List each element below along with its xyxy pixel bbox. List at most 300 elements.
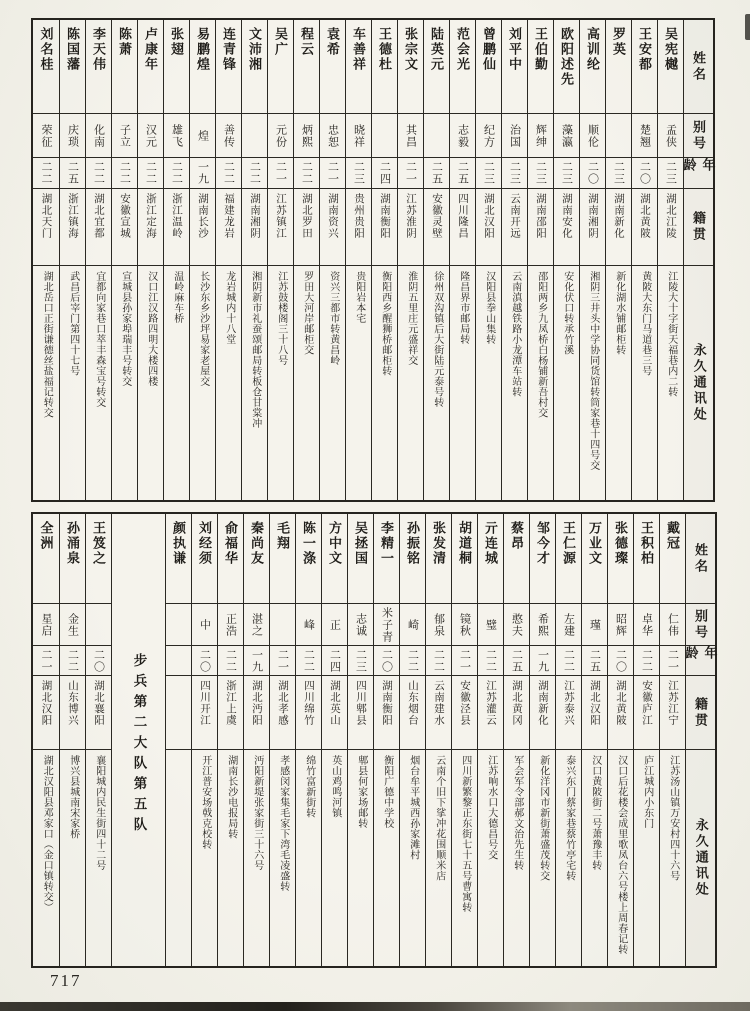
column-header-alias: 别号 bbox=[686, 604, 715, 646]
name-cell: 戴冠 bbox=[660, 514, 685, 604]
age-cell: 二三 bbox=[346, 158, 371, 189]
section-label: 步兵第二大队第五队 bbox=[111, 514, 165, 966]
person-column bbox=[425, 514, 451, 966]
age-cell: 二一 bbox=[270, 646, 295, 676]
age-cell: 二〇 bbox=[632, 158, 657, 189]
age-cell bbox=[166, 646, 191, 676]
address-cell: 湖北汉阳县邓家口（金口镇转交） bbox=[41, 755, 53, 913]
alias-cell: 孟侠 bbox=[658, 114, 683, 158]
address-cell: 汉口黄陂街二号萧豫丰转 bbox=[589, 755, 601, 871]
alias-cell: 璧 bbox=[478, 604, 503, 646]
address-cell: 烟台牟平城西孙家滩村 bbox=[407, 755, 419, 860]
person-column bbox=[555, 514, 581, 966]
person-column bbox=[371, 20, 397, 500]
origin-cell: 湖北黄冈 bbox=[504, 676, 529, 750]
age-cell: 二五 bbox=[450, 158, 475, 189]
alias-cell: 崎 bbox=[400, 604, 425, 646]
alias-cell: 瑾 bbox=[582, 604, 607, 646]
address-cell: 湖南长沙电报局转 bbox=[225, 755, 237, 839]
origin-cell: 湖北汉阳 bbox=[476, 189, 501, 266]
person-column bbox=[267, 20, 293, 500]
name-cell: 万业文 bbox=[582, 514, 607, 604]
origin-cell: 湖北罗田 bbox=[294, 189, 319, 266]
name-cell: 李精一 bbox=[374, 514, 399, 604]
address-cell: 孝感闵家集毛家下湾毛凌盛转 bbox=[277, 755, 289, 892]
origin-cell: 安徽宣城 bbox=[112, 189, 137, 266]
alias-cell: 晓祥 bbox=[346, 114, 371, 158]
origin-cell: 贵州贵阳 bbox=[346, 189, 371, 266]
address-cell: 衡阳西乡醒狮桥邮柜转 bbox=[379, 271, 391, 376]
origin-cell: 云南建水 bbox=[426, 676, 451, 750]
person-column bbox=[657, 20, 683, 500]
alias-cell: 湛之 bbox=[244, 604, 269, 646]
alias-cell: 希熙 bbox=[530, 604, 555, 646]
address-cell: 徐州双沟镇后大街陆元泰号转 bbox=[431, 271, 443, 408]
address-cell: 英山鸡鸣河镇 bbox=[329, 755, 341, 818]
address-cell: 江苏汤山镇万安村四十六号 bbox=[667, 755, 679, 881]
origin-cell: 浙江定海 bbox=[138, 189, 163, 266]
origin-cell: 四川开江 bbox=[192, 676, 217, 750]
address-cell bbox=[166, 750, 191, 966]
name-cell: 陈一涤 bbox=[296, 514, 321, 604]
address-cell: 宣城县孙家埠瑞丰号转交 bbox=[119, 271, 131, 387]
age-cell: 二二 bbox=[112, 158, 137, 189]
person-column bbox=[33, 20, 59, 500]
address-cell: 贵阳岩本宅 bbox=[353, 271, 365, 324]
person-column bbox=[475, 20, 501, 500]
alias-cell: 米子青 bbox=[374, 604, 399, 646]
address-cell: 黄陂大东门马道巷三号 bbox=[639, 271, 651, 376]
name-cell: 吴广 bbox=[268, 20, 293, 114]
alias-cell: 元份 bbox=[268, 114, 293, 158]
address-cell: 隆昌界市邮局转 bbox=[457, 271, 469, 345]
name-cell: 俞福华 bbox=[218, 514, 243, 604]
origin-cell: 湖北江陵 bbox=[658, 189, 683, 266]
alias-cell: 善传 bbox=[216, 114, 241, 158]
age-cell: 二二 bbox=[556, 646, 581, 676]
origin-cell: 湖南湘阴 bbox=[580, 189, 605, 266]
person-column bbox=[529, 514, 555, 966]
name-cell: 王伯勤 bbox=[528, 20, 553, 114]
alias-cell bbox=[166, 604, 191, 646]
age-cell: 二一 bbox=[660, 646, 685, 676]
age-cell: 二一 bbox=[33, 646, 59, 676]
address-cell: 汉口江汉路四明大楼四楼 bbox=[145, 271, 157, 387]
age-cell: 二一 bbox=[398, 158, 423, 189]
origin-cell: 四川绵竹 bbox=[296, 676, 321, 750]
age-cell: 二二 bbox=[242, 158, 267, 189]
address-cell: 淮阴五里庄元盛祥交 bbox=[405, 271, 417, 366]
origin-cell: 浙江温岭 bbox=[164, 189, 189, 266]
origin-cell: 湖北黄陂 bbox=[632, 189, 657, 266]
person-column bbox=[59, 514, 85, 966]
name-cell: 秦尚友 bbox=[244, 514, 269, 604]
person-column bbox=[345, 20, 371, 500]
name-cell: 易鹏煌 bbox=[190, 20, 215, 114]
address-cell: 郫县何家场邮转 bbox=[355, 755, 367, 829]
person-column bbox=[579, 20, 605, 500]
person-column bbox=[85, 20, 111, 500]
person-column bbox=[605, 20, 631, 500]
age-cell: 二二 bbox=[216, 158, 241, 189]
bottom-roster-table bbox=[31, 512, 717, 968]
address-cell: 新化洋冈市新街萧盛茂转交 bbox=[537, 755, 549, 881]
column-header-origin: 籍贯 bbox=[684, 189, 713, 266]
name-cell: 程云 bbox=[294, 20, 319, 114]
address-cell: 湖北岳口正街谦德丝盐福记转交 bbox=[41, 271, 53, 418]
origin-cell: 湖南新化 bbox=[530, 676, 555, 750]
origin-cell: 湖南衡阳 bbox=[372, 189, 397, 266]
name-cell: 陈国藩 bbox=[60, 20, 85, 114]
column-header-address: 永久通讯处 bbox=[693, 818, 709, 898]
alias-cell: 汉元 bbox=[138, 114, 163, 158]
alias-cell: 化南 bbox=[86, 114, 111, 158]
top-roster-table bbox=[31, 18, 715, 502]
alias-cell: 郁泉 bbox=[426, 604, 451, 646]
origin-cell: 湖南长沙 bbox=[190, 189, 215, 266]
name-cell: 孙涌泉 bbox=[60, 514, 85, 604]
origin-cell: 安徽灵壁 bbox=[424, 189, 449, 266]
alias-cell: 炳熙 bbox=[294, 114, 319, 158]
name-cell: 刘经须 bbox=[192, 514, 217, 604]
alias-cell: 镜秋 bbox=[452, 604, 477, 646]
person-column bbox=[373, 514, 399, 966]
alias-cell bbox=[86, 604, 111, 646]
person-column bbox=[659, 514, 685, 966]
name-cell: 陆英元 bbox=[424, 20, 449, 114]
age-cell: 二三 bbox=[348, 646, 373, 676]
column-header-alias: 别号 bbox=[684, 114, 713, 158]
name-cell: 颜执谦 bbox=[166, 514, 191, 604]
origin-cell: 江苏淮阴 bbox=[398, 189, 423, 266]
alias-cell: 中 bbox=[192, 604, 217, 646]
name-cell: 张宗文 bbox=[398, 20, 423, 114]
name-cell: 陈萧 bbox=[112, 20, 137, 114]
address-cell: 江苏响水口大德昌号交 bbox=[485, 755, 497, 860]
person-column bbox=[111, 20, 137, 500]
address-cell: 泰兴东门蔡家巷蔡竹亭宅转 bbox=[563, 755, 575, 881]
age-cell: 二三 bbox=[554, 158, 579, 189]
address-cell: 云南个旧下挲冲花围顺米店 bbox=[433, 755, 445, 881]
age-cell: 二〇 bbox=[86, 646, 111, 676]
age-cell: 一九 bbox=[530, 646, 555, 676]
alias-cell: 楚翘 bbox=[632, 114, 657, 158]
name-cell: 张发清 bbox=[426, 514, 451, 604]
alias-cell: 卓华 bbox=[634, 604, 659, 646]
person-column bbox=[527, 20, 553, 500]
origin-cell bbox=[166, 676, 191, 750]
person-column bbox=[501, 20, 527, 500]
origin-cell: 江苏灌云 bbox=[478, 676, 503, 750]
alias-cell: 顺伦 bbox=[580, 114, 605, 158]
column-header-name: 姓名 bbox=[686, 514, 715, 604]
person-column bbox=[581, 514, 607, 966]
address-cell: 襄阳城内民生街四十二号 bbox=[93, 755, 105, 871]
alias-cell: 忠恕 bbox=[320, 114, 345, 158]
age-cell: 二五 bbox=[60, 158, 85, 189]
alias-cell: 志毅 bbox=[450, 114, 475, 158]
origin-cell: 江苏江宁 bbox=[660, 676, 685, 750]
person-column bbox=[503, 514, 529, 966]
alias-cell: 左建 bbox=[556, 604, 581, 646]
origin-cell: 湖北英山 bbox=[322, 676, 347, 750]
age-cell: 二〇 bbox=[374, 646, 399, 676]
origin-cell: 四川郫县 bbox=[348, 676, 373, 750]
address-cell: 湘阴三井头中学协同货馆转筒家巷十四号交 bbox=[587, 271, 599, 471]
age-cell: 二二 bbox=[60, 646, 85, 676]
person-column bbox=[477, 514, 503, 966]
alias-cell bbox=[372, 114, 397, 158]
age-cell: 二五 bbox=[504, 646, 529, 676]
age-cell: 二〇 bbox=[192, 646, 217, 676]
address-cell: 云南滇越铁路小龙潭车站转 bbox=[509, 271, 521, 397]
age-cell: 二三 bbox=[658, 158, 683, 189]
alias-cell: 藻瀛 bbox=[554, 114, 579, 158]
address-cell: 衡阳广德中学校 bbox=[381, 755, 393, 829]
alias-cell: 荣征 bbox=[33, 114, 59, 158]
name-cell: 欧阳述先 bbox=[554, 20, 579, 114]
name-cell: 袁希 bbox=[320, 20, 345, 114]
person-column bbox=[633, 514, 659, 966]
alias-cell bbox=[242, 114, 267, 158]
address-cell: 汉阳县拳山集转 bbox=[483, 271, 495, 345]
age-cell: 二〇 bbox=[608, 646, 633, 676]
scan-artifact-corner-mark bbox=[745, 14, 750, 40]
address-cell: 长沙东乡沙坪易家老屋交 bbox=[197, 271, 209, 387]
address-cell: 军会军令部郝文治先生转 bbox=[511, 755, 523, 871]
origin-cell: 浙江镇海 bbox=[60, 189, 85, 266]
alias-cell bbox=[270, 604, 295, 646]
age-cell: 二三 bbox=[476, 158, 501, 189]
origin-cell: 福建龙岩 bbox=[216, 189, 241, 266]
origin-cell: 湖南衡阳 bbox=[374, 676, 399, 750]
name-cell: 张德璨 bbox=[608, 514, 633, 604]
header-column bbox=[683, 514, 718, 966]
origin-cell: 湖北宜都 bbox=[86, 189, 111, 266]
person-column bbox=[217, 514, 243, 966]
person-column bbox=[399, 514, 425, 966]
origin-cell: 湖北天门 bbox=[33, 189, 59, 266]
name-cell: 罗英 bbox=[606, 20, 631, 114]
name-cell: 王积柏 bbox=[634, 514, 659, 604]
alias-cell: 子立 bbox=[112, 114, 137, 158]
age-cell: 二二 bbox=[218, 646, 243, 676]
address-cell: 绵竹富新街转 bbox=[303, 755, 315, 818]
column-header-age: 年龄 bbox=[686, 646, 715, 676]
address-cell: 四川新繁黎正东街七十五号曹寓转 bbox=[459, 755, 471, 913]
age-cell: 二三 bbox=[528, 158, 553, 189]
name-cell: 吴拯国 bbox=[348, 514, 373, 604]
age-cell: 二〇 bbox=[580, 158, 605, 189]
address-cell: 博兴县城南宋家桥 bbox=[67, 755, 79, 839]
person-column bbox=[553, 20, 579, 500]
name-cell: 吴宪樾 bbox=[658, 20, 683, 114]
origin-cell: 湖北孝感 bbox=[270, 676, 295, 750]
age-cell: 二二 bbox=[296, 646, 321, 676]
age-cell: 二三 bbox=[606, 158, 631, 189]
origin-cell: 浙江上虞 bbox=[218, 676, 243, 750]
scan-artifact-bottom-strip bbox=[0, 1002, 750, 1011]
alias-cell bbox=[424, 114, 449, 158]
name-cell: 文沛湘 bbox=[242, 20, 267, 114]
person-column bbox=[607, 514, 633, 966]
alias-cell: 金生 bbox=[60, 604, 85, 646]
address-cell: 汉口后花楼会成里歌凤台六号楼上周春记转 bbox=[615, 755, 627, 955]
address-cell: 沔阳新堤张家街三十六号 bbox=[251, 755, 263, 871]
age-cell: 二二 bbox=[164, 158, 189, 189]
origin-cell: 山东博兴 bbox=[60, 676, 85, 750]
person-column bbox=[33, 514, 59, 966]
age-cell: 二三 bbox=[502, 158, 527, 189]
name-cell: 邹今才 bbox=[530, 514, 555, 604]
address-cell: 江苏鼓楼阁三十八号 bbox=[275, 271, 287, 366]
age-cell: 一九 bbox=[244, 646, 269, 676]
origin-cell: 山东烟台 bbox=[400, 676, 425, 750]
age-cell: 二二 bbox=[426, 646, 451, 676]
alias-cell: 正 bbox=[322, 604, 347, 646]
address-cell: 宜都向家巷口萃丰森宝号转交 bbox=[93, 271, 105, 408]
origin-cell: 江苏镇江 bbox=[268, 189, 293, 266]
page-number: 717 bbox=[50, 971, 82, 990]
alias-cell bbox=[606, 114, 631, 158]
alias-cell: 庆琐 bbox=[60, 114, 85, 158]
alias-cell: 正浩 bbox=[218, 604, 243, 646]
person-column bbox=[295, 514, 321, 966]
origin-cell: 湖北汉阳 bbox=[33, 676, 59, 750]
name-cell: 连青锋 bbox=[216, 20, 241, 114]
person-column bbox=[347, 514, 373, 966]
person-column bbox=[243, 514, 269, 966]
address-cell: 资兴三都市转黄昌岭 bbox=[327, 271, 339, 366]
address-cell: 江陵大十字街天福巷内二转 bbox=[665, 271, 677, 397]
address-cell: 开江普安场戟克校转 bbox=[199, 755, 211, 850]
alias-cell: 星启 bbox=[33, 604, 59, 646]
person-column bbox=[241, 20, 267, 500]
age-cell: 一九 bbox=[190, 158, 215, 189]
age-cell: 二一 bbox=[268, 158, 293, 189]
name-cell: 方中文 bbox=[322, 514, 347, 604]
column-header-name: 姓名 bbox=[684, 20, 713, 114]
person-column bbox=[137, 20, 163, 500]
origin-cell: 湖南资兴 bbox=[320, 189, 345, 266]
header-column bbox=[681, 20, 716, 500]
person-column bbox=[423, 20, 449, 500]
alias-cell: 昭辉 bbox=[608, 604, 633, 646]
column-header-origin: 籍贯 bbox=[686, 676, 715, 750]
age-cell: 二二 bbox=[33, 158, 59, 189]
name-cell: 刘平中 bbox=[502, 20, 527, 114]
alias-cell: 憨夫 bbox=[504, 604, 529, 646]
age-cell: 二二 bbox=[478, 646, 503, 676]
address-cell: 龙岩城内十八堂 bbox=[223, 271, 235, 345]
name-cell: 张翅 bbox=[164, 20, 189, 114]
person-column bbox=[293, 20, 319, 500]
origin-cell: 湖南安化 bbox=[554, 189, 579, 266]
person-column bbox=[321, 514, 347, 966]
age-cell: 二五 bbox=[582, 646, 607, 676]
person-column bbox=[189, 20, 215, 500]
origin-cell: 湖北黄陂 bbox=[608, 676, 633, 750]
age-cell: 二一 bbox=[320, 158, 345, 189]
address-cell: 罗田大河岸邮柜交 bbox=[301, 271, 313, 355]
address-cell: 新化湖水铺邮柜转 bbox=[613, 271, 625, 355]
name-cell: 亓连城 bbox=[478, 514, 503, 604]
age-cell: 二二 bbox=[294, 158, 319, 189]
origin-cell: 湖北襄阳 bbox=[86, 676, 111, 750]
origin-cell: 云南开远 bbox=[502, 189, 527, 266]
person-column bbox=[449, 20, 475, 500]
person-column bbox=[191, 514, 217, 966]
origin-cell: 湖南新化 bbox=[606, 189, 631, 266]
person-column bbox=[215, 20, 241, 500]
age-cell: 二二 bbox=[634, 646, 659, 676]
name-cell: 王德杜 bbox=[372, 20, 397, 114]
age-cell: 二二 bbox=[400, 646, 425, 676]
person-column bbox=[163, 20, 189, 500]
name-cell: 曾鹏仙 bbox=[476, 20, 501, 114]
person-column bbox=[165, 514, 191, 966]
age-cell: 二二 bbox=[138, 158, 163, 189]
name-cell: 蔡昂 bbox=[504, 514, 529, 604]
alias-cell: 纪方 bbox=[476, 114, 501, 158]
address-cell: 邵阳两乡九凤桥白杨铺新吾村交 bbox=[535, 271, 547, 418]
person-column bbox=[59, 20, 85, 500]
alias-cell: 志诚 bbox=[348, 604, 373, 646]
name-cell: 范会光 bbox=[450, 20, 475, 114]
alias-cell: 峰 bbox=[296, 604, 321, 646]
age-cell: 二四 bbox=[372, 158, 397, 189]
address-cell: 庐江城内小东门 bbox=[641, 755, 653, 829]
origin-cell: 湖南湘阴 bbox=[242, 189, 267, 266]
name-cell: 高训纶 bbox=[580, 20, 605, 114]
name-cell: 李天伟 bbox=[86, 20, 111, 114]
origin-cell: 四川隆昌 bbox=[450, 189, 475, 266]
name-cell: 王笈之 bbox=[86, 514, 111, 604]
origin-cell: 江苏泰兴 bbox=[556, 676, 581, 750]
name-cell: 王仁源 bbox=[556, 514, 581, 604]
column-header-address: 永久通讯处 bbox=[691, 343, 707, 423]
alias-cell: 仁伟 bbox=[660, 604, 685, 646]
name-cell: 卢康年 bbox=[138, 20, 163, 114]
alias-cell: 雄飞 bbox=[164, 114, 189, 158]
person-column bbox=[397, 20, 423, 500]
origin-cell: 湖南邵阳 bbox=[528, 189, 553, 266]
age-cell: 二五 bbox=[424, 158, 449, 189]
address-cell: 湘阴新市礼蚕颂邮局转板仓甘棠冲 bbox=[249, 271, 261, 429]
person-column bbox=[451, 514, 477, 966]
person-column bbox=[269, 514, 295, 966]
name-cell: 孙振铭 bbox=[400, 514, 425, 604]
name-cell: 王安都 bbox=[632, 20, 657, 114]
age-cell: 二二 bbox=[86, 158, 111, 189]
name-cell: 车善祥 bbox=[346, 20, 371, 114]
origin-cell: 安徽泾县 bbox=[452, 676, 477, 750]
name-cell: 刘名桂 bbox=[33, 20, 59, 114]
address-cell: 武昌后宰门第四十七号 bbox=[67, 271, 79, 376]
address-cell: 安化伏口转承竹溪 bbox=[561, 271, 573, 355]
origin-cell: 湖北沔阳 bbox=[244, 676, 269, 750]
age-cell: 二四 bbox=[322, 646, 347, 676]
origin-cell: 安徽庐江 bbox=[634, 676, 659, 750]
alias-cell: 辉绅 bbox=[528, 114, 553, 158]
name-cell: 毛翔 bbox=[270, 514, 295, 604]
person-column bbox=[85, 514, 111, 966]
address-cell: 温岭麻车桥 bbox=[171, 271, 183, 324]
alias-cell: 治国 bbox=[502, 114, 527, 158]
origin-cell: 湖北汉阳 bbox=[582, 676, 607, 750]
alias-cell: 其昌 bbox=[398, 114, 423, 158]
person-column bbox=[319, 20, 345, 500]
